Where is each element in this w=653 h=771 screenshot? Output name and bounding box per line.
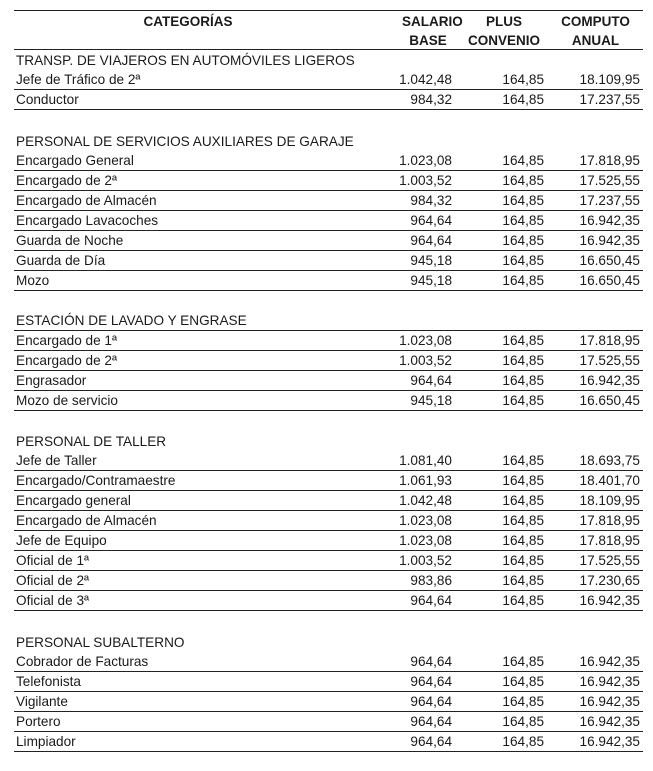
cell-plus-convenio: 164,85 xyxy=(502,593,544,609)
cell-computo-anual: 16.942,35 xyxy=(579,653,640,669)
cell-salario-base: 945,18 xyxy=(410,392,452,408)
cell-categoria: Guarda de Noche xyxy=(16,232,124,248)
cell-salario-base: 1.023,08 xyxy=(399,513,452,529)
table-body xyxy=(14,50,643,752)
cell-categoria: Mozo xyxy=(16,272,50,288)
table-row xyxy=(14,551,643,571)
section-spacer xyxy=(14,110,643,130)
table-row xyxy=(14,692,643,712)
cell-salario-base: 964,64 xyxy=(410,673,452,689)
table-row xyxy=(14,191,643,211)
cell-computo-anual: 18.109,95 xyxy=(579,72,640,88)
cell-salario-base: 945,18 xyxy=(410,252,452,268)
section-title-text: PERSONAL DE SERVICIOS AUXILIARES DE GARAJE xyxy=(16,133,354,149)
table-row xyxy=(14,331,643,351)
header-computo-anual-line2: ANUAL xyxy=(571,33,620,48)
cell-computo-anual: 16.942,35 xyxy=(579,713,640,729)
cell-salario-base: 1.061,93 xyxy=(399,473,452,489)
cell-salario-base: 964,64 xyxy=(410,232,452,248)
cell-plus-convenio: 164,85 xyxy=(502,372,544,388)
section-title xyxy=(14,311,643,331)
cell-salario-base: 983,86 xyxy=(410,573,452,589)
cell-computo-anual: 17.525,55 xyxy=(579,172,640,188)
cell-computo-anual: 16.942,35 xyxy=(579,212,640,228)
header-plus-convenio xyxy=(460,11,548,49)
cell-categoria: Encargado Lavacoches xyxy=(16,212,159,228)
cell-plus-convenio: 164,85 xyxy=(502,493,544,509)
cell-categoria: Jefe de Taller xyxy=(16,453,97,469)
cell-computo-anual: 17.818,95 xyxy=(579,332,640,348)
cell-computo-anual: 17.230,65 xyxy=(579,573,640,589)
table-row xyxy=(14,251,643,271)
cell-salario-base: 1.003,52 xyxy=(399,352,452,368)
cell-computo-anual: 16.650,45 xyxy=(579,392,640,408)
section-title xyxy=(14,631,643,651)
cell-computo-anual: 17.818,95 xyxy=(579,152,640,168)
cell-computo-anual: 17.525,55 xyxy=(579,553,640,569)
table-row xyxy=(14,231,643,251)
cell-categoria: Encargado general xyxy=(16,493,131,509)
cell-categoria: Encargado/Contramaestre xyxy=(16,473,176,489)
cell-computo-anual: 16.942,35 xyxy=(579,372,640,388)
cell-categoria: Cobrador de Facturas xyxy=(16,653,149,669)
cell-categoria: Conductor xyxy=(16,92,79,108)
cell-computo-anual: 16.942,35 xyxy=(579,593,640,609)
table-row xyxy=(14,90,643,110)
section-spacer xyxy=(14,411,643,431)
section-title xyxy=(14,130,643,150)
table-row xyxy=(14,571,643,591)
cell-plus-convenio: 164,85 xyxy=(502,553,544,569)
header-computo-anual-line1: COMPUTO xyxy=(561,14,630,29)
cell-plus-convenio: 164,85 xyxy=(502,693,544,709)
cell-salario-base: 1.023,08 xyxy=(399,152,452,168)
cell-categoria: Engrasador xyxy=(16,372,87,388)
cell-plus-convenio: 164,85 xyxy=(502,152,544,168)
cell-salario-base: 964,64 xyxy=(410,212,452,228)
section-title xyxy=(14,431,643,451)
cell-plus-convenio: 164,85 xyxy=(502,232,544,248)
cell-salario-base: 964,64 xyxy=(410,713,452,729)
cell-computo-anual: 16.650,45 xyxy=(579,252,640,268)
section-title-text: ESTACIÓN DE LAVADO Y ENGRASE xyxy=(16,312,247,328)
table-row xyxy=(14,471,643,491)
section-spacer xyxy=(14,611,643,631)
table-row xyxy=(14,211,643,231)
cell-salario-base: 1.003,52 xyxy=(399,172,452,188)
cell-computo-anual: 16.942,35 xyxy=(579,733,640,749)
cell-categoria: Oficial de 3ª xyxy=(16,593,90,609)
cell-categoria: Jefe de Tráfico de 2ª xyxy=(16,72,141,88)
cell-categoria: Oficial de 1ª xyxy=(16,553,90,569)
table-row xyxy=(14,271,643,291)
table-row xyxy=(14,712,643,732)
cell-computo-anual: 16.650,45 xyxy=(579,272,640,288)
cell-salario-base: 964,64 xyxy=(410,693,452,709)
cell-salario-base: 1.023,08 xyxy=(399,533,452,549)
table-row xyxy=(14,351,643,371)
cell-plus-convenio: 164,85 xyxy=(502,513,544,529)
table-row xyxy=(14,491,643,511)
cell-computo-anual: 18.693,75 xyxy=(579,453,640,469)
section-spacer xyxy=(14,291,643,311)
cell-salario-base: 984,32 xyxy=(410,192,452,208)
cell-computo-anual: 17.237,55 xyxy=(579,92,640,108)
cell-plus-convenio: 164,85 xyxy=(502,733,544,749)
cell-computo-anual: 17.525,55 xyxy=(579,352,640,368)
cell-plus-convenio: 164,85 xyxy=(502,92,544,108)
cell-plus-convenio: 164,85 xyxy=(502,172,544,188)
table-row xyxy=(14,391,643,411)
cell-categoria: Portero xyxy=(16,713,61,729)
table-row xyxy=(14,171,643,191)
cell-computo-anual: 16.942,35 xyxy=(579,232,640,248)
cell-salario-base: 964,64 xyxy=(410,593,452,609)
cell-salario-base: 964,64 xyxy=(410,372,452,388)
cell-computo-anual: 17.237,55 xyxy=(579,192,640,208)
cell-plus-convenio: 164,85 xyxy=(502,392,544,408)
table-row xyxy=(14,371,643,391)
header-salario-base-line2: BASE xyxy=(409,33,447,48)
cell-categoria: Encargado de 2ª xyxy=(16,352,118,368)
cell-salario-base: 1.081,40 xyxy=(399,453,452,469)
table-row xyxy=(14,591,643,611)
header-plus-convenio-line2: CONVENIO xyxy=(467,33,540,48)
cell-salario-base: 984,32 xyxy=(410,92,452,108)
table-row xyxy=(14,652,643,672)
salary-table xyxy=(14,10,643,752)
cell-salario-base: 964,64 xyxy=(410,653,452,669)
cell-categoria: Limpiador xyxy=(16,733,76,749)
cell-categoria: Telefonista xyxy=(16,673,81,689)
header-categorias: CATEGORÍAS xyxy=(143,14,233,29)
cell-categoria: Encargado General xyxy=(16,152,134,168)
table-row xyxy=(14,151,643,171)
table-header xyxy=(14,11,643,50)
cell-salario-base: 1.003,52 xyxy=(399,553,452,569)
cell-plus-convenio: 164,85 xyxy=(502,453,544,469)
table-row xyxy=(14,70,643,90)
cell-plus-convenio: 164,85 xyxy=(502,573,544,589)
cell-plus-convenio: 164,85 xyxy=(502,673,544,689)
cell-plus-convenio: 164,85 xyxy=(502,653,544,669)
header-salario-base-line1: SALARIO xyxy=(402,14,463,29)
cell-computo-anual: 17.818,95 xyxy=(579,513,640,529)
section-title xyxy=(14,50,643,70)
header-computo-anual xyxy=(548,11,643,49)
cell-categoria: Encargado de Almacén xyxy=(16,192,157,208)
cell-plus-convenio: 164,85 xyxy=(502,473,544,489)
cell-plus-convenio: 164,85 xyxy=(502,272,544,288)
cell-salario-base: 945,18 xyxy=(410,272,452,288)
section-title-text: TRANSP. DE VIAJEROS EN AUTOMÓVILES LIGEROS xyxy=(16,53,355,69)
cell-plus-convenio: 164,85 xyxy=(502,713,544,729)
cell-plus-convenio: 164,85 xyxy=(502,533,544,549)
cell-plus-convenio: 164,85 xyxy=(502,212,544,228)
cell-salario-base: 1.023,08 xyxy=(399,332,452,348)
table-row xyxy=(14,732,643,752)
cell-salario-base: 1.042,48 xyxy=(399,72,452,88)
cell-computo-anual: 16.942,35 xyxy=(579,673,640,689)
header-salario-base xyxy=(362,11,463,49)
header-plus-convenio-line1: PLUS xyxy=(485,14,522,29)
cell-categoria: Encargado de Almacén xyxy=(16,513,157,529)
cell-categoria: Oficial de 2ª xyxy=(16,573,90,589)
cell-plus-convenio: 164,85 xyxy=(502,252,544,268)
cell-salario-base: 1.042,48 xyxy=(399,493,452,509)
cell-plus-convenio: 164,85 xyxy=(502,352,544,368)
cell-plus-convenio: 164,85 xyxy=(502,72,544,88)
table-row xyxy=(14,451,643,471)
cell-categoria: Encargado de 1ª xyxy=(16,332,118,348)
cell-categoria: Mozo de servicio xyxy=(16,392,118,408)
cell-categoria: Encargado de 2ª xyxy=(16,172,118,188)
section-title-text: PERSONAL SUBALTERNO xyxy=(16,634,185,650)
cell-computo-anual: 18.401,70 xyxy=(579,473,640,489)
table-row xyxy=(14,511,643,531)
cell-computo-anual: 17.818,95 xyxy=(579,533,640,549)
cell-salario-base: 964,64 xyxy=(410,733,452,749)
table-row xyxy=(14,672,643,692)
cell-categoria: Jefe de Equipo xyxy=(16,533,107,549)
table-row xyxy=(14,531,643,551)
section-title-text: PERSONAL DE TALLER xyxy=(16,434,167,450)
cell-computo-anual: 16.942,35 xyxy=(579,693,640,709)
cell-categoria: Vigilante xyxy=(16,693,68,709)
cell-plus-convenio: 164,85 xyxy=(502,192,544,208)
cell-computo-anual: 18.109,95 xyxy=(579,493,640,509)
cell-categoria: Guarda de Día xyxy=(16,252,106,268)
cell-plus-convenio: 164,85 xyxy=(502,332,544,348)
